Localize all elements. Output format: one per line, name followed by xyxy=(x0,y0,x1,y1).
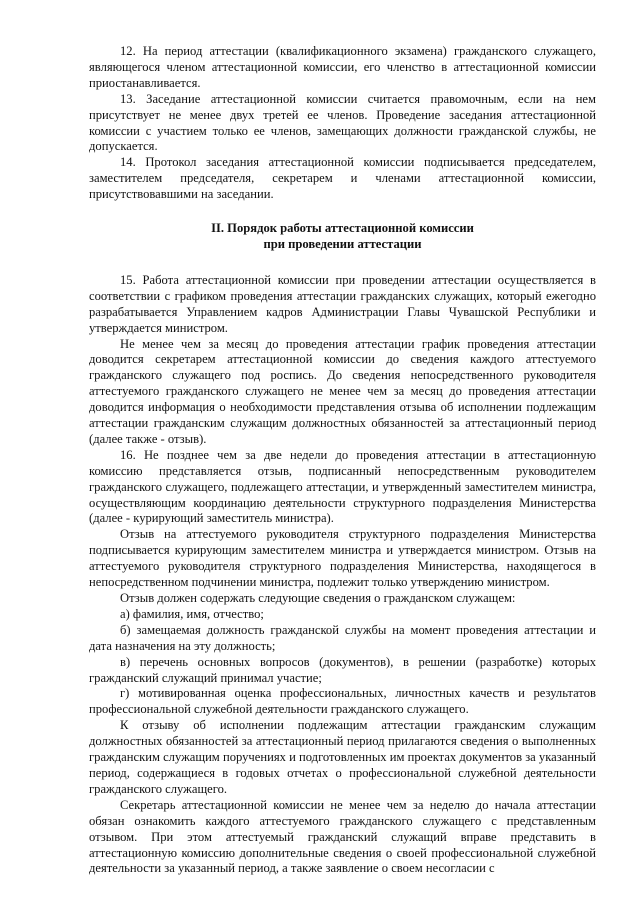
section-heading xyxy=(89,221,596,253)
paragraph-review-contents: Отзыв должен содержать следующие сведения о гражданском служащем: xyxy=(120,591,516,605)
section-heading-line2: при проведении аттестации xyxy=(263,236,422,251)
paragraph-13: 13. Заседание аттестационной комиссии считается правомочным, если на нем присутствует не менее двух третей ее членов. Проведение заседания аттестационной комиссии с участием только ее членов, замещающих должности гражданской службы, не допускается. xyxy=(89,91,596,154)
list-item-g: г) мотивированная оценка профессиональных, личностных качеств и результатов профессиональной служебной деятельности гражданского служащего. xyxy=(89,686,596,717)
list-item-a: а) фамилия, имя, отчество; xyxy=(120,606,264,621)
list-item-v: в) перечень основных вопросов (документов), в решении (разработке) которых гражданский служащий принимал участие; xyxy=(89,654,596,685)
paragraph-15: 15. Работа аттестационной комиссии при проведении аттестации осуществляется в соответствии с графиком проведения аттестации гражданских служащих, который ежегодно разрабатывается Управлением кадров Администрации Главы Чувашской Республики и утверждается министром. xyxy=(89,272,596,335)
paragraph-schedule-notice: Не менее чем за месяц до проведения аттестации график проведения аттестации доводится секретарем аттестационной комиссии до сведения каждого аттестуемого гражданского служащего под роспись. До сведения непосредственного руководителя аттестуемого гражданского служащего не менее чем за месяц до проведения аттестации доводится информация о необходимости представления отзыва об исполнении подлежащим аттестации гражданским служащим должностных обязанностей за аттестационный период (далее также - отзыв). xyxy=(89,336,596,446)
list-item-b: б) замещаемая должность гражданской службы на момент проведения аттестации и дата назначения на эту должность; xyxy=(89,622,596,653)
paragraph-secretary: Секретарь аттестационной комиссии не менее чем за неделю до начала аттестации обязан ознакомить каждого аттестуемого гражданского служащего с представленным отзывом. При этом аттестуемый гражданский служащий вправе представить в аттестационную комиссию дополнительные сведения о своей профессиональной служебной деятельности за указанный период, а также заявление о своем несогласии с xyxy=(89,797,596,876)
paragraph-review-signing: Отзыв на аттестуемого руководителя структурного подразделения Министерства подписывается курирующим заместителем министра и утверждается министром. Отзыв на аттестуемого руководителя структурного подразделения Министерства, находящегося в непосредственном подчинении министра, подлежит только утверждению министром. xyxy=(89,527,596,590)
document-page xyxy=(89,44,596,877)
paragraph-14: 14. Протокол заседания аттестационной комиссии подписывается председателем, заместителем председателя, секретарем и членами аттестационной комиссии, присутствовавшими на заседании. xyxy=(89,155,596,202)
paragraph-attachments: К отзыву об исполнении подлежащим аттестации гражданским служащим должностных обязанностей за аттестационный период прилагаются сведения о выполненных гражданским служащим поручениях и подготовленных им проектах документов за указанный период, содержащиеся в годовых отчетах о профессиональной служебной деятельности гражданского служащего. xyxy=(89,718,596,796)
paragraph-16: 16. Не позднее чем за две недели до проведения аттестации в аттестационную комиссию представляется отзыв, подписанный непосредственным руководителем гражданского служащего, подлежащего аттестации, и утвержденный заместителем министра, осуществляющим координацию деятельности структурного подразделения Министерства (далее - курирующий заместитель министра). xyxy=(89,447,596,526)
section-heading-line1: II. Порядок работы аттестационной комиссии xyxy=(211,221,474,236)
paragraph-12: 12. На период аттестации (квалификационного экзамена) гражданского служащего, являющегося членом аттестационной комиссии, его членство в аттестационной комиссии приостанавливается. xyxy=(89,44,596,90)
